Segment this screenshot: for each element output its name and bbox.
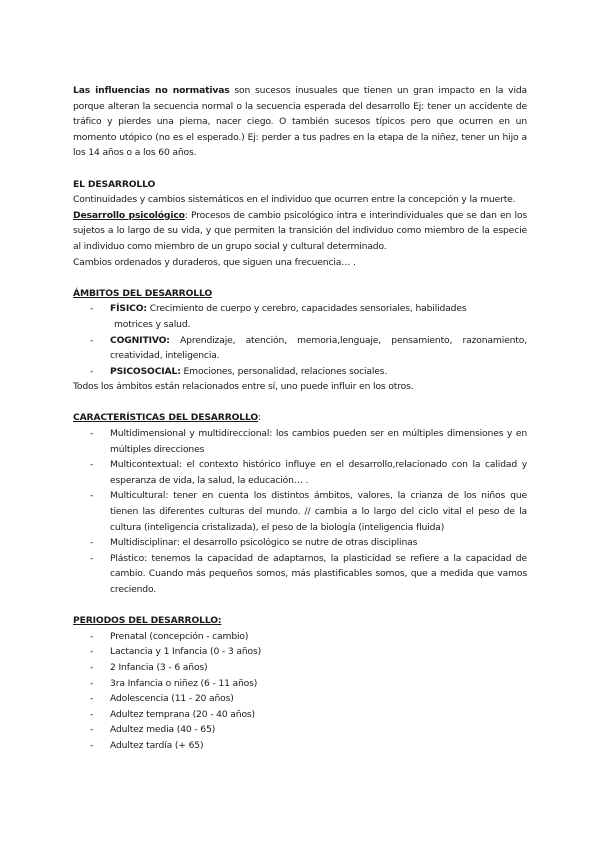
list-item: - Adultez tardía (+ 65) xyxy=(90,739,204,751)
list-item: - Adolescencia (11 - 20 años) xyxy=(90,693,234,705)
list-item: - Multicultural: tener en cuenta los distintos ámbitos, valores, la crianza de los niños que tienen las diferentes culturas del mundo. // cambia a lo largo del ciclo vital el peso de la cultura (inteligencia cristalizada), el peso de la biología (inteligencia fluida) xyxy=(90,490,527,533)
list-item: - PSICOSOCIAL: Emociones, personalidad, relaciones sociales. xyxy=(90,365,388,377)
list-item: - 2 Infancia (3 - 6 años) xyxy=(90,661,208,673)
ambitos-heading: ÁMBITOS DEL DESARROLLO xyxy=(73,287,213,299)
psico-label: Desarrollo psicológico xyxy=(73,209,185,221)
psico-paragraph xyxy=(73,208,527,255)
caracteristicas-heading-line: CARACTERÍSTICAS DEL DESARROLLO: xyxy=(73,412,261,424)
list-item: - Multidimensional y multidireccional: los cambios pueden ser en múltiples dimensiones y en múltiples direcciones xyxy=(90,428,527,455)
periodos-heading: PERIODOS DEL DESARROLLO: xyxy=(73,615,222,627)
cambios-line: Cambios ordenados y duraderos, que siguen una frecuencia… . xyxy=(73,256,356,268)
list-item: - Plástico: tenemos la capacidad de adaptarnos, la plasticidad se refiere a la capacidad de cambio. Cuando más pequeños somos, más plastificables somos, que a medida que vamos creciendo. xyxy=(90,552,527,595)
list-item: - Lactancia y 1 Infancia (0 - 3 años) xyxy=(90,646,262,658)
list-item: - Adultez temprana (20 - 40 años) xyxy=(90,708,255,720)
list-item: - Multidisciplinar: el desarrollo psicológico se nutre de otras disciplinas xyxy=(90,537,418,549)
list-item: - FÍSICO: Crecimiento de cuerpo y cerebro, capacidades sensoriales, habilidades motrices y salud. xyxy=(90,303,467,330)
caracteristicas-list xyxy=(73,426,527,598)
list-item: - Prenatal (concepción - cambio) xyxy=(90,630,249,642)
list-item: - Multicontextual: el contexto histórico influye en el desarrollo,relacionado con la calidad y esperanza de vida, la salud, la educación… . xyxy=(90,459,527,486)
influencias-text: son sucesos inusuales que tienen un gran impacto en la vida porque alteran la secuencia normal o la secuencia esperada del desarrollo Ej: tener un accidente de tráfico y pierdes una pierna, nacer ciego. O también sucesos típicos pero que ocurren en un momento utópico (no es el esperado.) Ej: perder a tus padres en la etapa de la niñez, tener un hijo a los 14 años o a los 60 años. xyxy=(73,85,528,159)
list-item: - Adultez media (40 - 65) xyxy=(90,724,216,736)
influencias-paragraph xyxy=(73,83,527,161)
ambitos-list xyxy=(73,301,527,379)
ambitos-note: Todos los ámbitos están relacionados entre sí, uno puede influir en los otros. xyxy=(73,381,414,393)
desarrollo-heading: EL DESARROLLO xyxy=(73,178,156,190)
caracteristicas-heading: CARACTERÍSTICAS DEL DESARROLLO xyxy=(73,412,259,424)
document-page xyxy=(73,83,527,754)
desarrollo-definition: Continuidades y cambios sistemáticos en el individuo que ocurren entre la concepción y la muerte. xyxy=(73,194,516,206)
list-item: - COGNITIVO: Aprendizaje, atención, memoria,lenguaje, pensamiento, razonamiento, creatividad, inteligencia. xyxy=(90,334,527,362)
psico-text: : Procesos de cambio psicológico intra e interindividuales que se dan en los sujetos a lo largo de su vida, y que permiten la transición del individuo como miembro de la especie al individuo como miembro de un grupo social y cultural determinado. xyxy=(73,209,527,252)
influencias-lead: Las influencias no normativas xyxy=(73,85,230,96)
periodos-list xyxy=(73,629,527,754)
list-item: - 3ra Infancia o niñez (6 - 11 años) xyxy=(90,677,258,689)
